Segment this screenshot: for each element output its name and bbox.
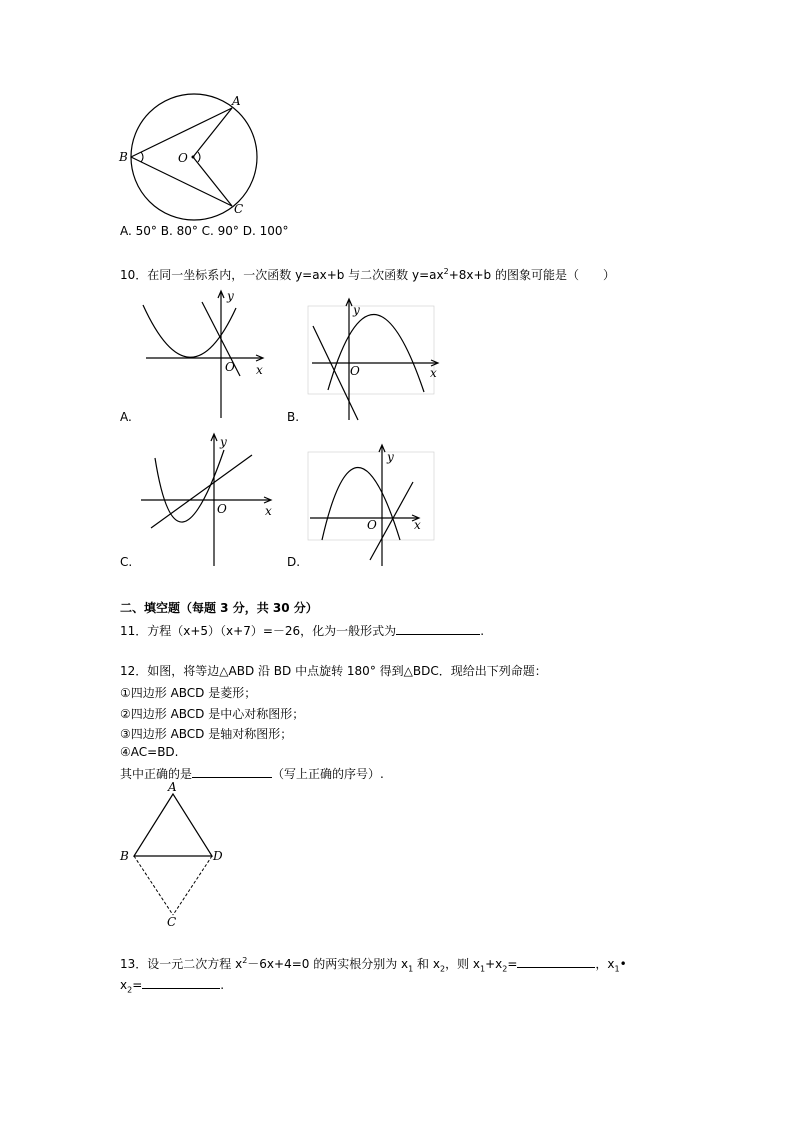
q13-sub-d: 2: [502, 964, 508, 974]
graph-d-x-label: x: [414, 518, 421, 532]
q13-sub-a: 1: [408, 964, 414, 974]
q13-line2-eq: =: [132, 978, 143, 992]
q13-p2: －6x+4=0 的两实根分别为 x: [247, 957, 409, 971]
label-b-q12: B: [120, 849, 129, 863]
q12-item-4: ④AC=BD.: [120, 745, 179, 759]
triangle-abd: [134, 794, 212, 856]
graph-c-option: C.: [120, 555, 133, 569]
q13-sub-f: 2: [127, 985, 133, 995]
q13-sub-b: 2: [439, 964, 446, 974]
q12-answer-suffix: （写上正确的序号）.: [272, 767, 384, 781]
q13-p5: +x: [485, 957, 503, 971]
q12-stem: 12．如图，将等边△ABD 沿 BD 中点旋转 180° 得到△BDC．现给出下列命题：: [120, 664, 547, 678]
q13-p8: •: [619, 957, 627, 971]
q13-line2-x: x: [120, 978, 128, 992]
q13-sub-e: 1: [614, 964, 620, 974]
q12-item-2: ②四边形 ABCD 是中心对称图形；: [120, 707, 305, 721]
label-a-q12: A: [168, 780, 177, 794]
graph-a-option: A.: [120, 410, 132, 424]
q12-item-1: ①四边形 ABCD 是菱形；: [120, 686, 257, 700]
q13-end: .: [220, 978, 225, 992]
q13-sup: 2: [242, 956, 248, 965]
label-c-q12: C: [167, 915, 177, 929]
q13-p7: ，x: [595, 957, 615, 971]
q11-end: .: [480, 624, 485, 638]
q12-answer-prefix: 其中正确的是: [120, 767, 193, 781]
q10-prefix: 10．在同一坐标系内，一次函数 y=ax+b 与二次函数 y=ax: [120, 268, 444, 282]
label-b: B: [119, 150, 128, 164]
graph-b-x-label: x: [430, 366, 437, 380]
q13-p1: 13．设一元二次方程 x: [120, 957, 243, 971]
graph-d-o-label: O: [367, 518, 377, 532]
graph-b-y-label: y: [353, 303, 360, 317]
graph-c-o-label: O: [217, 502, 227, 516]
graph-c-x-label: x: [265, 504, 272, 518]
graph-a-o-label: O: [225, 360, 235, 374]
q13-line2: [120, 976, 224, 994]
q13-blank-sum[interactable]: [517, 955, 595, 968]
q13-p3: 和 x: [413, 957, 440, 971]
q9-options: A. 50° B. 80° C. 90° D. 100°: [120, 224, 289, 238]
segment-bc: [134, 856, 173, 915]
graph-b-o-label: O: [350, 364, 360, 378]
graph-c-y-label: y: [220, 435, 227, 449]
q11-text: 11．方程（x+5）（x+7）=－26，化为一般形式为: [120, 624, 397, 638]
section2-title: 二、填空题（每题 3 分，共 30 分）: [120, 601, 318, 615]
label-d-q12: D: [213, 849, 223, 863]
label-o: O: [178, 151, 188, 165]
q12-item-3: ③四边形 ABCD 是轴对称图形；: [120, 727, 293, 741]
graph-d-option: D.: [287, 555, 301, 569]
graph-b-option: B.: [287, 410, 300, 424]
graph-a-y-label: y: [227, 289, 234, 303]
segment-dc: [173, 856, 212, 915]
q10-sup: 2: [443, 267, 449, 276]
label-c: C: [234, 202, 244, 216]
q13-blank-product[interactable]: [142, 976, 220, 989]
q13-p6: =: [507, 957, 518, 971]
graph-a-x-label: x: [256, 363, 263, 377]
q13-p4: ，则 x: [445, 957, 480, 971]
label-a: A: [232, 94, 241, 108]
graph-d-y-label: y: [387, 450, 394, 464]
q13-line1: [120, 955, 627, 973]
q10-suffix: +8x+b 的图象可能是（ ）: [448, 268, 615, 282]
q13-sub-c: 1: [479, 964, 486, 974]
